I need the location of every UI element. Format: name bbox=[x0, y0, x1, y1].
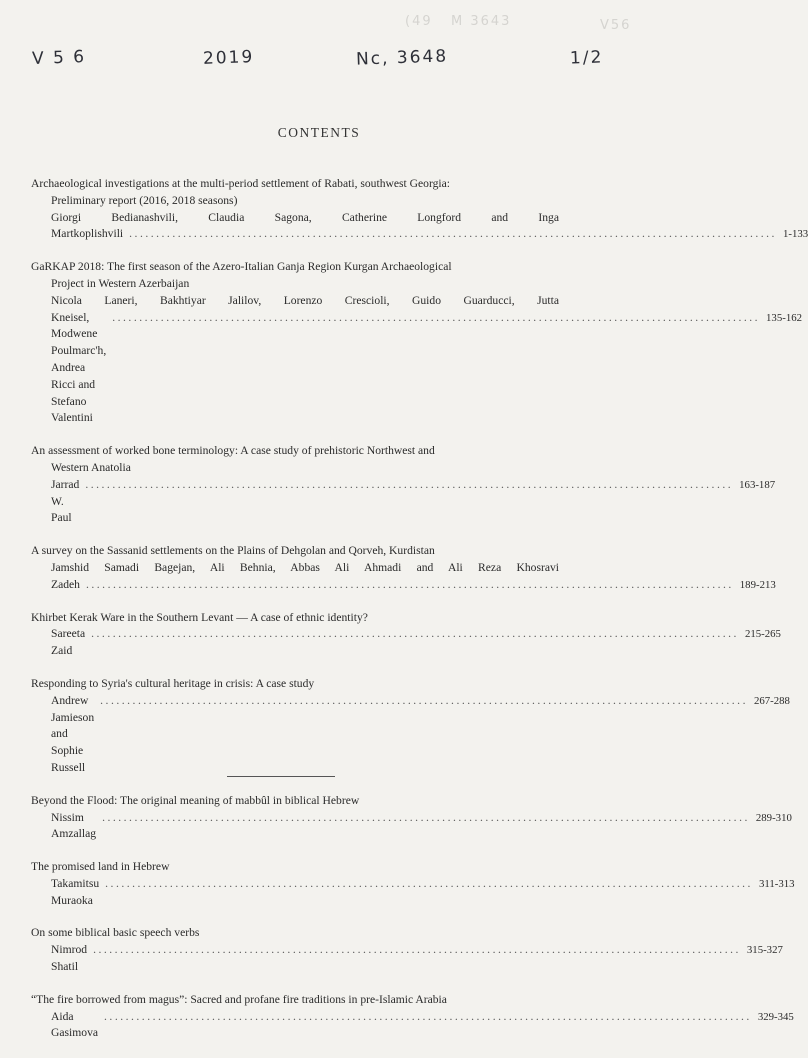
entry-authors-line bbox=[31, 310, 803, 428]
entry-title bbox=[31, 676, 559, 693]
entry-title bbox=[31, 925, 559, 942]
entry-authors-line bbox=[31, 942, 783, 976]
entry-authors-last: Sareeta Zaid bbox=[51, 627, 86, 658]
bleed-through-mark: V56 bbox=[600, 18, 632, 33]
handwritten-number: Nc, 3648 bbox=[355, 46, 449, 70]
contents-entry bbox=[31, 176, 808, 243]
dot-leader: ........................................................................................................................ bbox=[93, 943, 741, 957]
entry-authors: Nicola Laneri, Bakhtiyar Jalilov, Lorenzo Crescioli, Guido Guarducci, Jutta bbox=[51, 293, 559, 307]
entry-authors-line bbox=[31, 577, 776, 594]
contents-entry bbox=[31, 443, 776, 527]
closing-rule bbox=[227, 776, 335, 777]
entry-title-first: GaRKAP 2018: The first season of the Azero-Italian Ganja Region Kurgan Archaeological bbox=[31, 260, 452, 274]
entry-pages: 135-162 bbox=[766, 311, 803, 324]
entry-authors-last: Jarrad W. Paul bbox=[51, 477, 80, 525]
dot-leader: ........................................................................................................................ bbox=[85, 577, 734, 591]
contents-entry bbox=[31, 676, 790, 777]
entry-title bbox=[31, 176, 559, 210]
dot-leader: ........................................................................................................................ bbox=[100, 693, 748, 707]
contents-entry bbox=[31, 859, 795, 909]
entry-authors-line bbox=[31, 693, 790, 777]
entry-title-rest: Project in Western Azerbaijan bbox=[51, 276, 190, 290]
entry-authors-line bbox=[31, 626, 781, 660]
entry-title bbox=[31, 610, 559, 627]
entry-authors-last: Martkoplishvili bbox=[51, 227, 124, 241]
entry-authors: Giorgi Bedianashvili, Claudia Sagona, Catherine Longford and Inga bbox=[51, 210, 559, 224]
contents-entry bbox=[31, 793, 792, 843]
bleed-through-text: (49 M 3643 bbox=[405, 14, 512, 29]
entry-title bbox=[31, 992, 559, 1009]
entry-pages: 329-345 bbox=[757, 1010, 794, 1023]
entry-authors-last: Nissim Amzallag bbox=[51, 810, 97, 841]
handwritten-volume: V 5 6 bbox=[31, 47, 87, 69]
entry-title bbox=[31, 443, 559, 477]
entry-title-first: A survey on the Sassanid settlements on the Plains of Dehgolan and Qorveh, Kurdistan bbox=[31, 544, 435, 558]
entry-authors-last: Takamitsu Muraoka bbox=[51, 876, 100, 907]
dot-leader: ........................................................................................................................ bbox=[105, 876, 753, 890]
contents-entry bbox=[31, 610, 781, 660]
entry-authors-line bbox=[31, 876, 795, 910]
page-title: CONTENTS bbox=[277, 125, 361, 140]
dot-leader: ........................................................................................................................ bbox=[129, 227, 777, 241]
entry-authors-last: Zadeh bbox=[51, 577, 80, 591]
entry-authors-last: Andrew Jamieson and Sophie Russell bbox=[51, 693, 95, 774]
contents-list bbox=[31, 176, 808, 1058]
entry-title bbox=[31, 859, 559, 876]
entry-authors-line bbox=[31, 477, 776, 527]
dot-leader: ........................................................................................................................ bbox=[112, 310, 761, 324]
entry-title-rest: Preliminary report (2016, 2018 seasons) bbox=[51, 193, 238, 207]
entry-title-first: On some biblical basic speech verbs bbox=[31, 926, 200, 940]
entry-pages: 163-187 bbox=[739, 478, 776, 491]
entry-title-first: Responding to Syria's cultural heritage in crisis: A case study bbox=[31, 676, 315, 690]
entry-authors-line bbox=[31, 810, 792, 844]
entry-pages: 315-327 bbox=[746, 944, 783, 957]
handwritten-year: 2019 bbox=[202, 47, 255, 69]
entry-pages: 1-133 bbox=[782, 228, 808, 241]
entry-authors: Jamshid Samadi Bagejan, Ali Behnia, Abbas Ali Ahmadi and Ali Reza Khosravi bbox=[51, 560, 559, 574]
entry-title-rest: Western Anatolia bbox=[51, 460, 131, 474]
entry-title-first: Beyond the Flood: The original meaning of mabbûl in biblical Hebrew bbox=[31, 793, 360, 807]
entry-title-first: Archaeological investigations at the multi-period settlement of Rabati, southwest Georgia: bbox=[31, 177, 450, 190]
dot-leader: ........................................................................................................................ bbox=[104, 1009, 752, 1023]
entry-pages: 267-288 bbox=[753, 694, 790, 707]
dot-leader: ........................................................................................................................ bbox=[91, 627, 739, 641]
contents-entry bbox=[31, 925, 783, 975]
entry-title-first: “The fire borrowed from magus”: Sacred and profane fire traditions in pre-Islamic Arabia bbox=[31, 992, 447, 1006]
entry-pages: 189-213 bbox=[739, 578, 776, 591]
dot-leader: ........................................................................................................................ bbox=[102, 810, 750, 824]
entry-authors-line bbox=[31, 1009, 794, 1043]
handwritten-part: 1/2 bbox=[569, 47, 604, 69]
entry-title-first: The promised land in Hebrew bbox=[31, 860, 170, 874]
entry-authors-last: Aida Gasimova bbox=[51, 1009, 99, 1040]
entry-pages: 289-310 bbox=[755, 811, 792, 824]
entry-authors-last: Nimrod Shatil bbox=[51, 943, 88, 974]
dot-leader: ........................................................................................................................ bbox=[85, 477, 734, 491]
entry-title bbox=[31, 793, 559, 810]
entry-pages: 311-313 bbox=[758, 877, 795, 890]
entry-authors-last: Kneisel, Modwene Poulmarc'h, Andrea Ricci and Stefano Valentini bbox=[51, 310, 107, 425]
contents-entry bbox=[31, 259, 803, 427]
entry-authors-line bbox=[31, 226, 808, 243]
contents-entry bbox=[31, 992, 794, 1042]
entry-title bbox=[31, 259, 559, 293]
entry-pages: 215-265 bbox=[744, 628, 781, 641]
entry-title bbox=[31, 543, 559, 560]
contents-entry bbox=[31, 543, 776, 593]
entry-title-first: An assessment of worked bone terminology: A case study of prehistoric Northwest and bbox=[31, 444, 435, 458]
entry-title-first: Khirbet Kerak Ware in the Southern Levant — A case of ethnic identity? bbox=[31, 610, 368, 624]
